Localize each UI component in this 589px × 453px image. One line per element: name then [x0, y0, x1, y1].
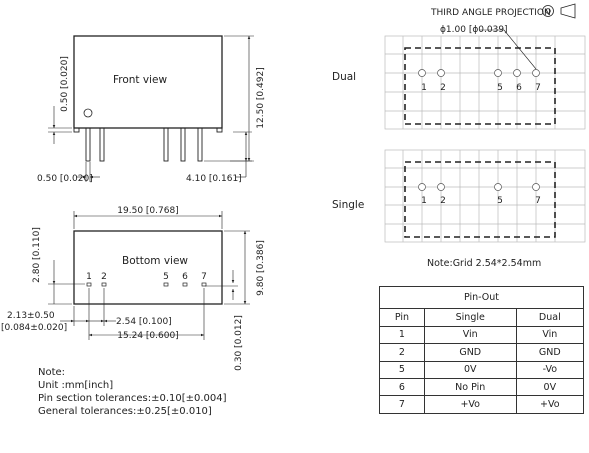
pinout-header: Single — [424, 309, 516, 326]
pinout-cell: +Vo — [516, 396, 583, 414]
pinout-cell: Vin — [516, 326, 583, 343]
dual-pin-number: 7 — [535, 83, 541, 93]
pin1-marker-icon — [84, 109, 92, 117]
table-row — [380, 344, 584, 361]
note-line: General tolerances:±0.25[±0.010] — [38, 406, 212, 417]
pinout-cell: 5 — [380, 361, 425, 378]
table-row — [380, 396, 584, 414]
hole-dia: ϕ1.00 [ϕ0.039] — [440, 25, 508, 35]
pinout-cell: 1 — [380, 326, 425, 343]
pinout-cell: No Pin — [424, 379, 516, 396]
dual-pin-number: 2 — [440, 83, 446, 93]
pinout-header: Pin — [380, 309, 425, 326]
pinout-cell: GND — [424, 344, 516, 361]
dim-edge-line1: 2.13±0.50 — [7, 311, 55, 321]
pinout-title: Pin-Out — [380, 287, 584, 309]
front-view-pins — [86, 128, 202, 161]
pinout-cell: 0V — [424, 361, 516, 378]
table-row — [380, 379, 584, 396]
table-row — [380, 326, 584, 343]
footprint-dual — [332, 25, 585, 129]
footprint-single — [332, 150, 585, 242]
notes-title: Note: — [38, 367, 66, 378]
single-pin-number: 2 — [440, 196, 446, 206]
dim-pitch: 2.54 [0.100] — [116, 317, 172, 327]
pinout-cell: 2 — [380, 344, 425, 361]
bottom-view — [1, 206, 266, 371]
dim-thickness: 0.30 [0.012] — [234, 315, 244, 371]
front-view — [37, 36, 266, 184]
grid-note: Note:Grid 2.54*2.54mm — [427, 258, 542, 269]
single-label: Single — [332, 199, 365, 211]
front-view-title: Front view — [112, 74, 168, 86]
dual-pin-number: 5 — [497, 83, 503, 93]
bottom-pin-number: 5 — [163, 272, 169, 282]
bottom-view-title: Bottom view — [121, 255, 189, 267]
bottom-pin-number: 6 — [182, 272, 188, 282]
bottom-pin-number: 2 — [101, 272, 107, 282]
pinout-cell: 7 — [380, 396, 425, 414]
bottom-view-body — [74, 231, 222, 304]
dim-edge-line2: [0.084±0.020] — [1, 323, 68, 333]
pinout-cell: -Vo — [516, 361, 583, 378]
note-line: Pin section tolerances:±0.10[±0.004] — [38, 393, 227, 404]
dim-pin-length: 4.10 [0.161] — [186, 174, 242, 184]
bottom-view-pins — [87, 283, 206, 286]
projection-label: THIRD ANGLE PROJECTION — [431, 8, 551, 18]
single-pin-number: 1 — [421, 196, 427, 206]
note-line: Unit :mm[inch] — [38, 380, 114, 391]
pinout-cell: 0V — [516, 379, 583, 396]
dim-width: 9.80 [0.386] — [256, 240, 266, 296]
dim-standoff: 0.50 [0.020] — [60, 56, 70, 112]
dim-length: 19.50 [0.768] — [117, 206, 179, 216]
pinout-cell: 6 — [380, 379, 425, 396]
pinout-cell: Vin — [424, 326, 516, 343]
dim-pin-row: 2.80 [0.110] — [32, 227, 42, 283]
dim-pin-dia: 0.50 [0.020] — [37, 174, 93, 184]
bottom-pin-number: 7 — [201, 272, 207, 282]
bottom-pin-number: 1 — [86, 272, 92, 282]
dim-span: 15.24 [0.600] — [117, 331, 179, 341]
pinout-cell: GND — [516, 344, 583, 361]
dim-height: 12.50 [0.492] — [256, 67, 266, 129]
dual-pin-number: 1 — [421, 83, 427, 93]
single-pin-number: 5 — [497, 196, 503, 206]
pinout-cell: +Vo — [424, 396, 516, 414]
table-row — [380, 361, 584, 378]
dual-label: Dual — [332, 71, 357, 83]
pinout-header: Dual — [516, 309, 583, 326]
single-pin-number: 7 — [535, 196, 541, 206]
notes-block — [38, 366, 227, 418]
pinout-table — [379, 286, 584, 414]
dual-pin-number: 6 — [516, 83, 522, 93]
